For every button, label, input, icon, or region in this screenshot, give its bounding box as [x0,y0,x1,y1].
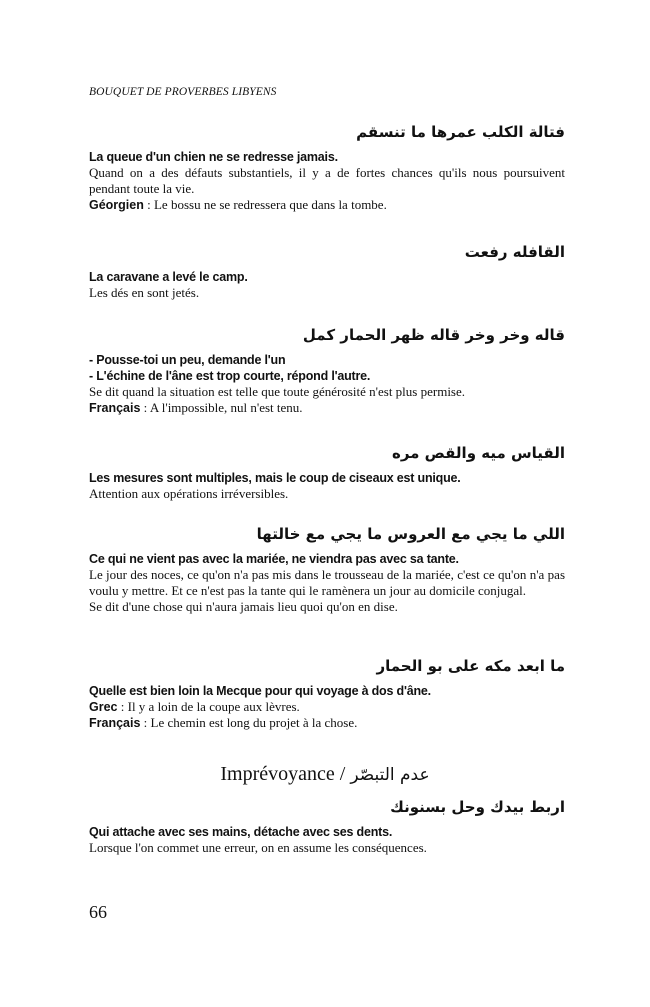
section-title-french: Imprévoyance / [220,763,351,785]
proverb-entry [89,443,565,502]
arabic-proverb: ما ابعد مكه على بو الحمار [376,657,565,675]
arabic-proverb: القافله رفعت [464,243,565,261]
equivalent-text: : Le chemin est long du projet à la chose. [140,715,358,730]
proverb-explanation: Attention aux opérations irréversibles. [89,486,289,501]
language-label: Grec [89,700,118,714]
running-header: BOUQUET DE PROVERBES LIBYENS [89,86,277,98]
proverb-entry [89,325,565,416]
equivalent-line [89,197,565,213]
page-number: 66 [89,902,107,922]
equivalent-line [89,400,565,416]
arabic-proverb: اللي ما يجي مع العروس ما يجي مع خالتها [256,525,565,543]
equivalent-text: : Il y a loin de la coupe aux lèvres. [117,699,300,714]
language-label: Géorgien [89,198,144,212]
arabic-proverb: فتالة الكلب عمرها ما تنسقم [356,123,565,141]
arabic-proverb: اربط بيدك وحل بسنونك [390,798,565,816]
section-heading [0,762,650,787]
proverb-translation: Les mesures sont multiples, mais le coup de ciseaux est unique. [89,471,461,485]
proverb-explanation: Se dit quand la situation est telle que toute générosité n'est plus permise. [89,384,466,399]
proverb-translation: Quelle est bien loin la Mecque pour qui voyage à dos d'âne. [89,684,431,698]
proverb-explanation: Le jour des noces, ce qu'on n'a pas mis dans le trousseau de la mariée, c'est ce qu'on n'a pas voulu y mettre. Et ce n'est pas la tante qui le ramènera un jour au domicile conjugal. [89,567,565,598]
proverb-entry [89,656,565,731]
proverb-usage: Se dit d'une chose qui n'aura jamais lieu quoi qu'on en dise. [89,599,398,614]
equivalent-line [89,715,565,731]
language-label: Français [89,716,141,730]
proverb-entry [89,122,565,213]
proverb-explanation: Quand on a des défauts substantiels, il y a de fortes chances qu'ils nous poursuivent pendant toute la vie. [89,165,565,196]
proverb-dialogue-line: - Pousse-toi un peu, demande l'un [89,353,286,367]
proverb-explanation: Lorsque l'on commet une erreur, on en assume les conséquences. [89,840,427,855]
arabic-proverb: القياس ميه والقص مره [391,444,565,462]
language-label: Français [89,401,141,415]
proverb-explanation: Les dés en sont jetés. [89,285,200,300]
proverb-translation: Ce qui ne vient pas avec la mariée, ne viendra pas avec sa tante. [89,552,459,566]
proverb-entry [89,242,565,301]
proverb-entry [89,524,565,615]
proverb-translation: La caravane a levé le camp. [89,270,248,284]
equivalent-text: : A l'impossible, nul n'est tenu. [140,400,303,415]
equivalent-line [89,699,565,715]
equivalent-text: : Le bossu ne se redressera que dans la tombe. [143,197,387,212]
proverb-translation: La queue d'un chien ne se redresse jamais. [89,150,338,164]
section-title-arabic: عدم التبصّر [350,765,430,785]
arabic-proverb: قاله وخر وخر قاله ظهر الحمار كمل [302,326,565,344]
proverb-entry [89,797,565,856]
proverb-dialogue-line: - L'échine de l'âne est trop courte, répond l'autre. [89,369,371,383]
proverb-translation: Qui attache avec ses mains, détache avec ses dents. [89,825,393,839]
